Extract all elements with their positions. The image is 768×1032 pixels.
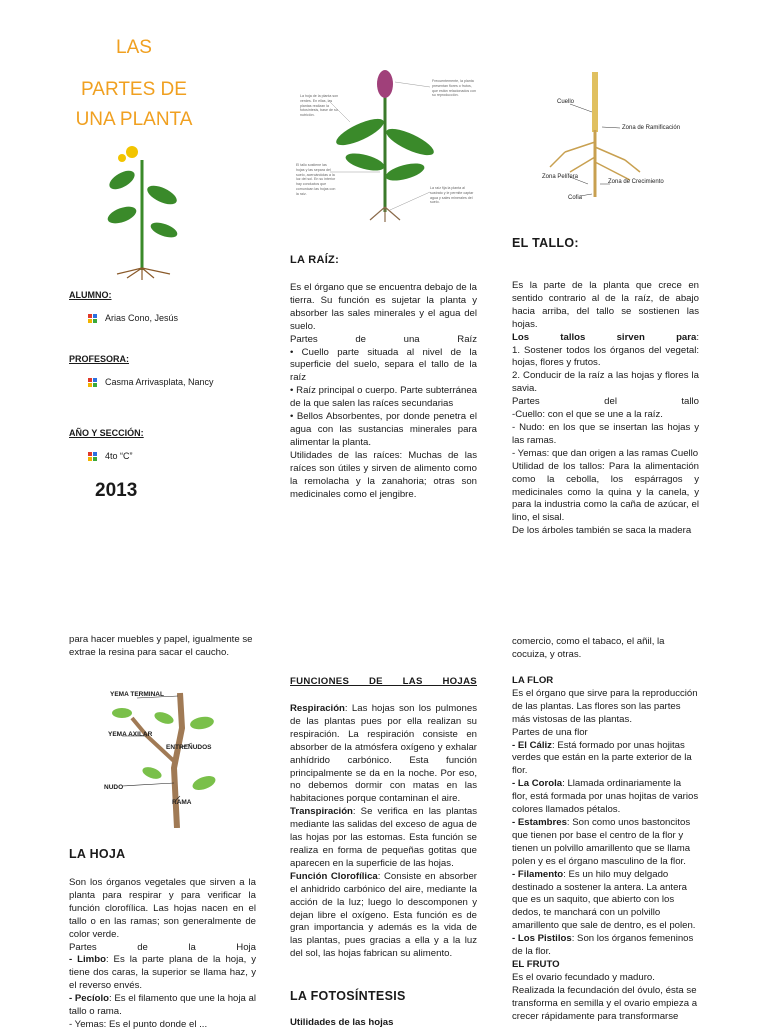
profesora-label: PROFESORA: [69, 354, 130, 364]
alumno-value: Arias Cono, Jesús [105, 313, 179, 323]
alumno-row [88, 313, 178, 323]
root-label-ramificacion: Zona de Ramificación [622, 125, 681, 131]
raiz-line-4: • Raíz principal o cuerpo. Parte subterránea de la que salen las raíces secundarias [290, 385, 477, 410]
hoja-limbo-text: : Es la parte plana de la hoja, y tiene dos caras, la superior se llama haz, y el reverso envés. [69, 954, 257, 992]
raiz-heading: LA RAÍZ: [290, 254, 340, 266]
seccion-label: AÑO Y SECCIÓN: [69, 428, 144, 438]
alumno-label: ALUMNO: [69, 290, 112, 300]
plant-note-flores: Frecuentemente, la planta presentan flores o frutos, que están relacionados con su reproducción. [432, 79, 476, 98]
raiz-body [290, 282, 477, 501]
raiz-line-1: Es el órgano que se encuentra debajo de la tierra. Su función es sujetar la planta y absorber las sales minerales y el agua del suelo. [290, 282, 477, 332]
tallo-parte-2: - Nudo: en los que se insertan las hojas y las ramas. [512, 421, 699, 446]
hoja-limbo-bold: - Limbo [69, 954, 106, 966]
plant-note-tallo: El tallo sostiene las hojas y las separa del suelo, acercándolas a la luz del sol. En su interior hay conductos que comunican las hojas con la raíz. [296, 163, 336, 196]
fruto-heading: EL FRUTO [512, 958, 560, 970]
funciones-transpiracion [290, 806, 477, 871]
tallo-continuation: para hacer muebles y papel, igualmente se extrae la resina para sacar el caucho. [69, 634, 253, 658]
resp-text: : Las hojas son los pulmones de las plantas pues por ella realizan su respiración. La respiración consiste en absorber de la atmósfera oxígeno y exhalar anhídrido carbónico. Esta función principalmente se da en la noche. Por eso, no debemos dormir con matas en las habitaciones porque contaminan el aire. [290, 703, 477, 805]
cover-title-line-3: UNA PLANTA [75, 109, 193, 130]
flor-item-corola-text: : Llamada ordinariamente la flor, está formada por unas hojitas de varios colores llamados pétalos. [512, 778, 699, 816]
flor-item-filamento-bold: - Filamento [512, 868, 564, 880]
flor-item-pistilos-bold: - Los Pistilos [512, 933, 572, 945]
tallo-madera: De los árboles también se saca la madera [512, 525, 692, 537]
tallo-sirven-2: 2. Conducir de la raíz a las hojas y flores la savia. [512, 370, 699, 395]
bullet-icon [88, 452, 97, 461]
tallo-body [512, 280, 699, 538]
plant-note-hojas: La hoja de la planta son verdes. En ellas, las plantas realizan la fotosíntesis, base de su nutrición. [300, 94, 339, 118]
profesora-value: Casma Arrivasplata, Nancy [105, 377, 214, 387]
hoja-p1: Son los órganos vegetales que sirven a la planta para respirar y para verificar la función clorofílica. Las hojas nacen en el tallo o en las ramas; son generalmente de color verde. [69, 877, 256, 940]
raiz-line-5: • Bellos Absorbentes, por donde penetra el agua con las sustancias minerales para alimentar la planta. [290, 411, 477, 448]
hoja-body [69, 877, 256, 1032]
flor-heading: LA FLOR [512, 675, 554, 686]
seccion-value: 4to “C” [105, 451, 133, 461]
cover-plant-illustration [92, 140, 192, 280]
flor-item-filamento-text: : Es un hilo muy delgado destinado a sostener la antera. La antera que es un saquito, que abierto con los dedos, te manchará con un polvillo amarillento que sale de dentro, es el polen. [512, 868, 696, 932]
funciones-body [290, 703, 477, 961]
flor-item-pistilos-text: : Son los órganos femeninos de la flor. [512, 933, 694, 958]
tallo-parte-1: -Cuello: con el que se une a la raíz. [512, 409, 663, 421]
stem-diagram [92, 688, 232, 828]
raiz-line-2: Partes de una Raíz [290, 333, 477, 345]
funciones-respiracion [290, 703, 477, 806]
trans-bold: Transpiración [290, 806, 353, 818]
cover-title-line-1: LAS [116, 37, 152, 58]
flor-item-estambres [512, 817, 699, 869]
tallo-p1: Es la parte de la planta que crece en sentido contrario al de la raíz, de abajo hacia arriba, del tallo se sostienen las hojas. [512, 280, 699, 330]
tallo-sirven-bold: Los tallos sirven para [512, 331, 697, 343]
stem-label-yema-terminal: YEMA TERMINAL [110, 691, 164, 698]
cloro-bold: Función Clorofílica [290, 870, 378, 882]
plant-note-raiz: La raíz fija la planta al sustrato y le permite captar agua y sales minerales del suelo. [430, 186, 474, 205]
hoja-partes-title: Partes de la Hoja [69, 941, 256, 953]
stem-label-rama: RAMA [172, 799, 192, 806]
root-label-pelifera: Zona Pelífera [542, 174, 579, 180]
cover-year: 2013 [95, 480, 138, 501]
hoja-limbo [69, 954, 256, 993]
flor-item-corola-bold: - La Corola [512, 778, 563, 790]
fotosintesis-sub: Utilidades de las hojas [290, 1017, 394, 1028]
flor-item-caliz-bold: - El Cáliz [512, 739, 552, 751]
resp-bold: Respiración [290, 703, 345, 714]
hoja-peciolo-text: : Es el filamento que une la hoja al tallo o rama. [69, 993, 257, 1018]
flor-p1: Es el órgano que sirve para la reproducción de las plantas. Las flores son las partes más vistosas de las plantas. [512, 687, 698, 725]
flor-continuation: comercio, como el tabaco, el añil, la cocuiza, y otras. [512, 636, 665, 660]
flor-item-pistilos [512, 933, 699, 959]
stem-label-yema-axilar: YEMA AXILAR [108, 731, 153, 738]
hoja-peciolo [69, 993, 256, 1019]
stem-label-nudo: NUDO [104, 784, 124, 791]
tallo-utilidad: Utilidad de los tallos: Para la alimentación como la cebolla, los espárragos y medicinales como la quina y la canela, y para la industria como la caña de azúcar, el lino, el sisal. [512, 460, 699, 524]
seccion-row [88, 451, 133, 461]
flor-item-estambres-bold: - Estambres [512, 816, 567, 828]
flor-item-filamento [512, 869, 699, 934]
bullet-icon [88, 314, 97, 323]
root-zones-diagram [530, 72, 710, 207]
funciones-clorofilica [290, 871, 477, 961]
stem-label-entrenudos: ENTRENUDOS [166, 744, 212, 751]
funciones-heading: FUNCIONES DE LAS HOJAS [290, 676, 477, 687]
root-label-cofia: Cofia [568, 195, 583, 201]
fruto-text: Es el ovario fecundado y maduro. Realizada la fecundación del óvulo, ésta se transforma en semilla y el ovario empieza a crecer rápidamente para transformarse [512, 971, 698, 1022]
tallo-parte-3: - Yemas: que dan origen a las ramas Cuello [512, 447, 699, 459]
flor-item-corola [512, 778, 699, 817]
cover-title [64, 36, 204, 132]
bullet-icon [88, 378, 97, 387]
flor-item-caliz [512, 740, 699, 779]
flor-item-estambres-text: : Son como unos bastoncitos que tienen por base el centro de la flor y tienen un polvillo amarillento que se llama polen y es el órgano masculino de la flor. [512, 816, 691, 867]
root-label-crecimiento: Zona de Crecimiento [608, 179, 664, 185]
root-label-cuello: Cuello [557, 99, 575, 105]
fotosintesis-heading: LA FOTOSÍNTESIS [290, 989, 406, 1003]
tallo-heading: EL TALLO: [512, 236, 579, 250]
cloro-text: : Consiste en absorber el anhidrido carbónico del aire, mediante la acción de la luz; luego lo descomponen y dejan libre el oxígeno. Esta función es de gran importancia y además es la vida de las plantas, pues gracias a ella y a la luz del sol, las hojas fabrican su alimento. [290, 870, 477, 960]
tallo-sirven-1: 1. Sostener todos los órganos del vegetal: hojas, flores y frutos. [512, 344, 699, 369]
tallo-sirven: Los tallos sirven para: [512, 331, 699, 343]
cover-title-line-2: PARTES DE [81, 79, 187, 100]
trans-text: : Se verifica en las plantas mediante las salidas del exceso de agua de las hojas por las estomas. Esta función se realiza en forma de pequeñas gotitas que aparecen en la superficie de las hojas. [290, 806, 477, 869]
tallo-partes-title: Partes del tallo [512, 396, 699, 408]
flor-partes-title: Partes de una flor [512, 726, 588, 738]
profesora-row [88, 377, 214, 387]
flor-item-caliz-text: : Está formado por unas hojitas verdes que están en la parte exterior de la flor. [512, 739, 692, 777]
hoja-last-line: - Yemas: Es el punto donde el ... [69, 1018, 208, 1030]
hoja-peciolo-bold: - Pecíolo [69, 993, 110, 1005]
flor-body [512, 675, 699, 1023]
raiz-line-3: • Cuello parte situada al nivel de la superficie del suelo, separa el tallo de la raíz [290, 346, 477, 384]
hoja-heading: LA HOJA [69, 847, 126, 861]
raiz-line-6: Utilidades de las raíces: Muchas de las raíces son útiles y sirven de alimento como la remolacha y la zanahoria; otras son medicinales como el jengibre. [290, 449, 477, 500]
